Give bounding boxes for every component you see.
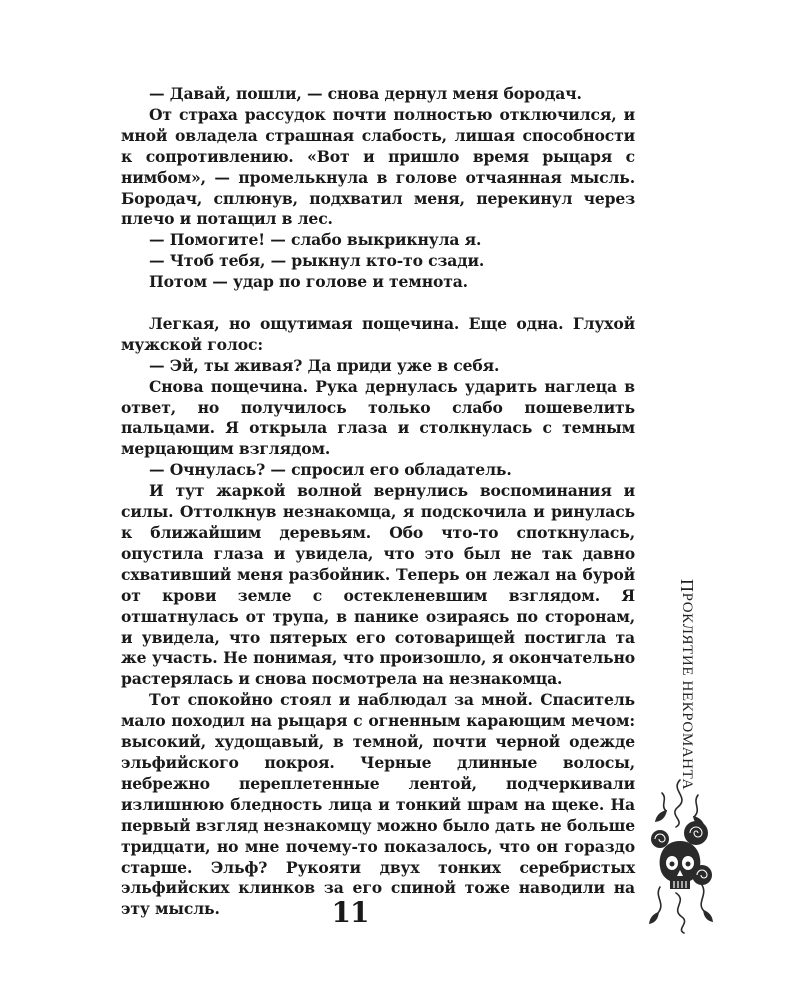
paragraph: Легкая, но ощутимая пощечина. Еще одна. Глухой мужской голос: (121, 313, 635, 354)
paragraph: — Очнулась? — спросил его обладатель. (149, 460, 512, 480)
paragraph: — Чтоб тебя, — рыкнул кто-то сзади. (149, 251, 485, 271)
running-title-rest: РОКЛЯТИЕ НЕКРОМАНТА (679, 592, 695, 791)
paragraph: Снова пощечина. Рука дернулась ударить наглеца в ответ, но получилось только слабо пошевелить пальцами. Я открыла глаза и столкнулась с темным мерцающим взглядом. (121, 376, 635, 459)
paragraph: От страха рассудок почти полностью отключился, и мной овладела страшная слабость, лишая способности к сопротивлению. «Вот и пришло время рыцаря с нимбом», — промелькнула в голове отчаянная мысль. Бородач, сплюнув, подхватил меня, перекинул через плечо и потащил в лес. (121, 104, 635, 229)
paragraph: Тот спокойно стоял и наблюдал за мной. Спаситель мало походил на рыцаря с огненным карающим мечом: высокий, худощавый, в темной, почти черной одежде эльфийского покроя. Черные длинные волосы, небрежно переплетенные лентой, подчеркивали излишнюю бледность лица и тонкий шрам на щеке. На первый взгляд незнакомцу можно было дать не больше тридцати, но мне почему-то показалось, что он гораздо старше. Эльф? Рукояти двух тонких серебристых эльфийских клинков за его спиной тоже наводили на эту мысль. (121, 690, 635, 919)
page-number: 11 (331, 896, 369, 929)
paragraph: — Помогите! — слабо выкрикнула я. (149, 230, 482, 250)
paragraph: И тут жаркой волной вернулись воспоминания и силы. Оттолкнув незнакомца, я подскочила и ринулась к ближайшим деревьям. Обо что-то споткнулась, опустила глаза и увидела, что это был не так давно схвативший меня разбойник. Теперь он лежал на бурой от крови земле с остекленевшим взглядом. Я отшатнулась от трупа, в панике озираясь по сторонам, и увидела, что пятерых его сотоварищей постигла та же участь. Не понимая, что произошло, я окончательно растерялась и снова посмотрела на незнакомца. (121, 481, 635, 689)
running-title (667, 579, 697, 791)
running-title-initial: П (677, 579, 697, 593)
paragraph: Потом — удар по голове и темнота. (149, 272, 468, 292)
body-text (121, 84, 635, 920)
paragraph: — Эй, ты живая? Да приди уже в себя. (149, 355, 500, 375)
paragraph: — Давай, пошли, — снова дернул меня бородач. (149, 84, 582, 103)
